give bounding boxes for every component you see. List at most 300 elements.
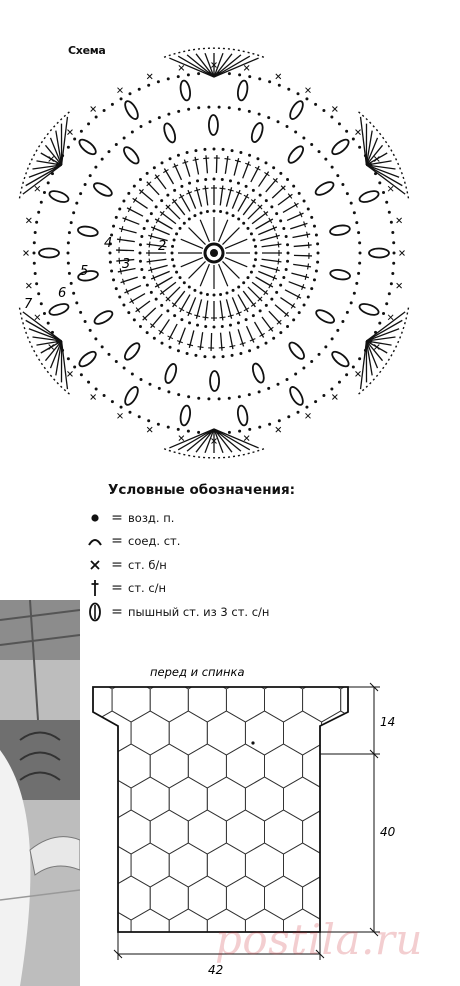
row-number: 3 — [122, 257, 131, 272]
chain-stitch — [186, 151, 189, 154]
stitch — [235, 160, 241, 162]
chain-stitch — [167, 77, 170, 80]
chain-stitch — [346, 311, 349, 314]
stitch — [278, 259, 279, 265]
chain-stitch — [193, 289, 196, 292]
row-number: 7 — [24, 297, 33, 312]
chain-stitch — [357, 272, 360, 275]
hexagon-motif — [245, 711, 283, 755]
single-crochet — [179, 436, 184, 441]
chain-stitch — [186, 352, 189, 355]
single-crochet — [332, 106, 337, 111]
stitch — [181, 258, 203, 267]
chain-stitch — [246, 227, 249, 230]
hexagon-motif — [322, 843, 360, 887]
chain-stitch — [188, 321, 191, 324]
hexagon-motif — [226, 678, 264, 722]
stitch — [228, 315, 234, 317]
chain-stitch — [378, 322, 381, 325]
chain-stitch — [79, 311, 82, 314]
hexagon-motif — [265, 876, 303, 920]
chain-stitch — [225, 291, 228, 294]
hexagon-motif — [322, 975, 360, 986]
chain-stitch — [307, 208, 310, 211]
hexagon-motif — [379, 876, 417, 920]
chain-stitch — [279, 331, 282, 334]
chain-stitch — [254, 258, 257, 261]
hexagon-motif — [150, 942, 188, 986]
chain-stitch — [33, 262, 36, 265]
chain-stitch — [180, 185, 183, 188]
chain-stitch — [158, 387, 161, 390]
puff-stitch — [358, 189, 380, 204]
chain-stitch — [111, 103, 114, 106]
chain-stitch — [218, 397, 221, 400]
puff-stitch — [236, 405, 248, 426]
stitch — [149, 259, 150, 265]
stitch — [222, 228, 239, 245]
puff-stitch — [250, 122, 265, 144]
legend-label: возд. п. — [128, 510, 175, 525]
chain-stitch — [153, 337, 156, 340]
chain-stitch — [228, 72, 231, 75]
chain-stitch — [265, 304, 268, 307]
chain-stitch — [353, 292, 356, 295]
chain-stitch — [252, 314, 255, 317]
stitch — [264, 172, 269, 175]
cross-icon — [84, 555, 106, 575]
chain-stitch — [33, 241, 36, 244]
chain-stitch — [158, 116, 161, 119]
chain-stitch — [355, 282, 358, 285]
hexagon-motif — [436, 843, 460, 887]
stitch — [225, 258, 247, 267]
chain-stitch — [187, 430, 190, 433]
chain-stitch — [213, 294, 216, 297]
chain-stitch — [391, 231, 394, 234]
chain-stitch — [213, 326, 216, 329]
puff-stitch — [286, 144, 306, 165]
chain-stitch — [70, 221, 73, 224]
chain-stitch — [385, 302, 388, 305]
chain-stitch — [278, 419, 281, 422]
chain-stitch — [206, 210, 209, 213]
hexagon-motif — [150, 678, 188, 722]
chain-stitch — [316, 261, 319, 264]
chain-stitch — [143, 227, 146, 230]
hexagon-motif — [417, 876, 455, 920]
stitch — [229, 346, 235, 347]
chain-stitch — [336, 329, 339, 332]
scheme-title: Схема — [68, 44, 106, 57]
single-crochet — [388, 186, 393, 191]
chain-stitch — [122, 304, 125, 307]
chain-stitch — [109, 252, 112, 255]
stitch — [276, 233, 278, 239]
chain-stitch — [303, 304, 306, 307]
hexagon-motif — [379, 744, 417, 788]
chain-stitch — [382, 191, 385, 194]
chain-stitch — [238, 395, 241, 398]
hexagon-motif — [93, 909, 131, 953]
chain-stitch — [317, 252, 320, 255]
chain-stitch — [285, 268, 288, 271]
single-crochet — [67, 130, 72, 135]
puff-stitch — [77, 137, 98, 157]
chain-stitch — [75, 202, 78, 205]
single-crochet — [276, 427, 281, 432]
hexagon-motif — [245, 843, 283, 887]
puff-stitch — [179, 80, 191, 101]
hexagon-motif — [417, 810, 455, 854]
chain-stitch — [139, 252, 142, 255]
single-crochet — [26, 283, 31, 288]
chain-stitch — [298, 311, 301, 314]
chain-stitch — [218, 106, 221, 109]
stitch — [187, 344, 193, 346]
chain-stitch — [338, 122, 341, 125]
chain-stitch — [318, 353, 321, 356]
stitch — [222, 261, 239, 278]
hexagon-motif — [169, 843, 207, 887]
equals-sign: = — [111, 580, 123, 597]
puff-stitch — [122, 341, 142, 362]
chain-stitch — [179, 276, 182, 279]
single-crochet — [374, 157, 379, 162]
chain-stitch — [123, 136, 126, 139]
fan-stitch — [23, 312, 62, 341]
hexagon-motif — [93, 711, 131, 755]
hexagon-motif — [188, 810, 226, 854]
chain-stitch — [143, 276, 146, 279]
chain-stitch — [146, 219, 149, 222]
chain-stitch — [37, 292, 40, 295]
chain-stitch — [115, 287, 118, 290]
chain-stitch — [268, 423, 271, 426]
chain-stitch — [331, 166, 334, 169]
chain-stitch — [315, 270, 318, 273]
stitch — [225, 239, 247, 248]
chain-stitch — [390, 221, 393, 224]
chain-stitch — [382, 312, 385, 315]
chain-stitch — [67, 146, 70, 149]
chain-stitch — [267, 116, 270, 119]
single-crochet — [388, 315, 393, 320]
chain-stitch — [307, 295, 310, 298]
chain-stitch — [89, 329, 92, 332]
chain-stitch — [47, 322, 50, 325]
chain-stitch — [187, 73, 190, 76]
hexagon-motif — [322, 777, 360, 821]
chain-stitch — [322, 109, 325, 112]
hexagon-motif — [188, 876, 226, 920]
hexagon-motif — [303, 810, 341, 854]
chain-stitch — [248, 428, 251, 431]
puff-stitch — [179, 405, 191, 426]
chain-stitch — [310, 360, 313, 363]
chain-stitch — [140, 378, 143, 381]
chain-stitch — [197, 72, 200, 75]
hexagon-motif — [455, 942, 460, 986]
stitch — [278, 242, 279, 248]
chain-stitch — [147, 84, 150, 87]
chain-stitch — [157, 423, 160, 426]
chain-stitch — [171, 245, 174, 248]
stitch — [149, 242, 150, 248]
chain-stitch — [138, 415, 141, 418]
chain-stitch — [128, 92, 131, 95]
chain-stitch — [287, 415, 290, 418]
equals-sign: = — [111, 603, 123, 620]
chain-stitch — [258, 390, 261, 393]
chain-stitch — [228, 397, 231, 400]
fan-stitch — [62, 341, 68, 389]
single-crochet — [24, 251, 29, 256]
hexagon-motif — [245, 777, 283, 821]
chain-stitch — [146, 172, 149, 175]
chain-stitch — [275, 212, 278, 215]
stitch — [291, 303, 294, 308]
chain-stitch — [115, 216, 118, 219]
arc-icon — [84, 531, 106, 551]
chain-stitch — [177, 75, 180, 78]
chain-stitch — [258, 426, 261, 429]
row-number: 2 — [158, 239, 167, 254]
chain-stitch — [219, 210, 222, 213]
chain-stitch — [123, 367, 126, 370]
chain-stitch — [148, 120, 151, 123]
chain-stitch — [303, 200, 306, 203]
hexagon-motif — [80, 744, 112, 788]
chain-stitch — [133, 318, 136, 321]
chain-stitch — [221, 325, 224, 328]
stitch — [121, 226, 123, 232]
puff-stitch — [163, 363, 178, 385]
chain-stitch — [43, 312, 46, 315]
chain-stitch — [203, 148, 206, 151]
chain-stitch — [237, 285, 240, 288]
puff-stitch — [210, 371, 219, 391]
chain-stitch — [286, 325, 289, 328]
chain-stitch — [177, 110, 180, 113]
hexagon-motif — [150, 744, 188, 788]
chain-stitch — [122, 200, 125, 203]
single-crochet — [118, 88, 123, 93]
chain-stitch — [302, 136, 305, 139]
row-number: 6 — [58, 286, 67, 301]
chain-stitch — [80, 373, 83, 376]
chain-stitch — [256, 157, 259, 160]
legend-label: пышный ст. из 3 ст. с/н — [128, 604, 270, 619]
chain-stitch — [238, 108, 241, 111]
chain-stitch — [84, 183, 87, 186]
hexagon-motif — [322, 711, 360, 755]
chain-stitch — [155, 298, 158, 301]
chain-stitch — [40, 201, 43, 204]
chain-stitch — [357, 231, 360, 234]
chain-stitch — [193, 214, 196, 217]
legend-label: соед. ст. — [128, 534, 181, 549]
stitch — [150, 267, 152, 273]
chain-stitch — [221, 178, 224, 181]
chain-stitch — [330, 115, 333, 118]
chain-stitch — [120, 406, 123, 409]
chain-stitch — [238, 430, 241, 433]
puff-stitch — [93, 309, 115, 327]
chain-stitch — [128, 411, 131, 414]
hexagon-motif — [303, 744, 341, 788]
chain-stitch — [245, 318, 248, 321]
single-crochet — [356, 371, 361, 376]
puff-stitch — [287, 340, 307, 361]
single-crochet — [332, 395, 337, 400]
chain-stitch — [255, 252, 258, 255]
chain-stitch — [305, 97, 308, 100]
chain-stitch — [352, 365, 355, 368]
chain-stitch — [167, 113, 170, 116]
hexagon-motif — [303, 876, 341, 920]
chain-stitch — [146, 284, 149, 287]
fan-stitch — [366, 165, 405, 194]
single-crochet — [35, 315, 40, 320]
stitch — [220, 317, 226, 318]
chain-stitch — [278, 84, 281, 87]
hexagon-motif — [436, 711, 460, 755]
chain-stitch — [68, 272, 71, 275]
puff-stitch — [314, 308, 336, 326]
chain-stitch — [131, 130, 134, 133]
chain-stitch — [282, 227, 285, 230]
hexagon-motif — [131, 711, 169, 755]
single-crochet — [397, 283, 402, 288]
chain-stitch — [207, 106, 210, 109]
chain-stitch — [259, 309, 262, 312]
chain-stitch — [248, 110, 251, 113]
chain-stitch — [213, 148, 216, 151]
chain-stitch — [302, 367, 305, 370]
chain-stitch — [179, 227, 182, 230]
chain-stitch — [94, 337, 97, 340]
chain-stitch — [393, 252, 396, 255]
stitch — [219, 220, 228, 242]
chain-stitch — [203, 355, 206, 358]
chain-stitch — [157, 80, 160, 83]
chain-stitch — [314, 400, 317, 403]
chain-stitch — [118, 295, 121, 298]
dimension-label: 14 — [380, 715, 396, 729]
chain-stitch — [242, 281, 245, 284]
chain-stitch — [239, 151, 242, 154]
chain-stitch — [188, 218, 191, 221]
chain-stitch — [232, 289, 235, 292]
chain-stitch — [352, 138, 355, 141]
single-crochet — [179, 65, 184, 70]
hexagon-motif — [169, 975, 207, 986]
chain-stitch — [72, 292, 75, 295]
chain-stitch — [310, 287, 313, 290]
puff-stitch — [330, 349, 351, 369]
hexagon-motif — [80, 678, 112, 722]
chain-stitch — [252, 189, 255, 192]
puff-stitch — [236, 80, 248, 101]
legend — [84, 482, 384, 624]
hexagon-motif — [303, 678, 341, 722]
chain-stitch — [173, 264, 176, 267]
puff-stitch — [162, 122, 177, 144]
stitch — [194, 315, 200, 317]
chain-stitch — [95, 115, 98, 118]
stitch — [194, 189, 200, 191]
chain-stitch — [286, 178, 289, 181]
puff-stitch — [48, 302, 70, 317]
chain-stitch — [127, 192, 130, 195]
chain-stitch — [238, 73, 241, 76]
legend-label: ст. б/н — [128, 557, 167, 572]
hexagon-motif — [398, 777, 436, 821]
puff-stitch — [369, 249, 389, 258]
chain-stitch — [338, 381, 341, 384]
chain-stitch — [292, 318, 295, 321]
chain-stitch — [355, 221, 358, 224]
chain-stitch — [346, 192, 349, 195]
chain-stitch — [331, 337, 334, 340]
single-crochet — [118, 413, 123, 418]
chain-stitch — [73, 365, 76, 368]
single-crochet — [276, 74, 281, 79]
puff-stitch — [330, 269, 351, 281]
chain-stitch — [258, 77, 261, 80]
garment-photo — [0, 600, 80, 986]
chain-stitch — [101, 158, 104, 161]
chain-stitch — [286, 260, 289, 263]
chain-stitch — [37, 211, 40, 214]
chain-stitch — [194, 149, 197, 152]
chain-stitch — [139, 325, 142, 328]
single-crochet — [147, 427, 152, 432]
dimension-label: 40 — [380, 825, 396, 839]
hexagon-motif — [150, 810, 188, 854]
chain-stitch — [169, 346, 172, 349]
chain-stitch — [111, 400, 114, 403]
chain-stitch — [256, 346, 259, 349]
pattern-title: перед и спинка — [150, 665, 245, 679]
puff-stitch — [209, 115, 218, 135]
chain-stitch — [40, 302, 43, 305]
chain-stitch — [103, 109, 106, 112]
chain-stitch — [272, 337, 275, 340]
chain-stitch — [341, 183, 344, 186]
single-crochet — [400, 251, 405, 256]
chain-stitch — [118, 208, 121, 211]
equals-sign: = — [111, 509, 123, 526]
chain-stitch — [177, 428, 180, 431]
chain-stitch — [197, 431, 200, 434]
hexagon-motif — [80, 876, 112, 920]
puff-stitch — [77, 349, 98, 369]
hexagon-motif — [455, 744, 460, 788]
single-crochet — [374, 345, 379, 350]
puff-stitch — [77, 225, 98, 237]
chain-stitch — [47, 181, 50, 184]
row-number: 4 — [104, 236, 113, 251]
hexagon-motif — [131, 975, 169, 986]
hexagon-motif — [80, 942, 112, 986]
chain-stitch — [229, 324, 232, 327]
chain-stitch — [160, 304, 163, 307]
hexagon-motif — [284, 975, 322, 986]
hexagon-motif — [436, 975, 460, 986]
row-number: 5 — [80, 264, 89, 279]
